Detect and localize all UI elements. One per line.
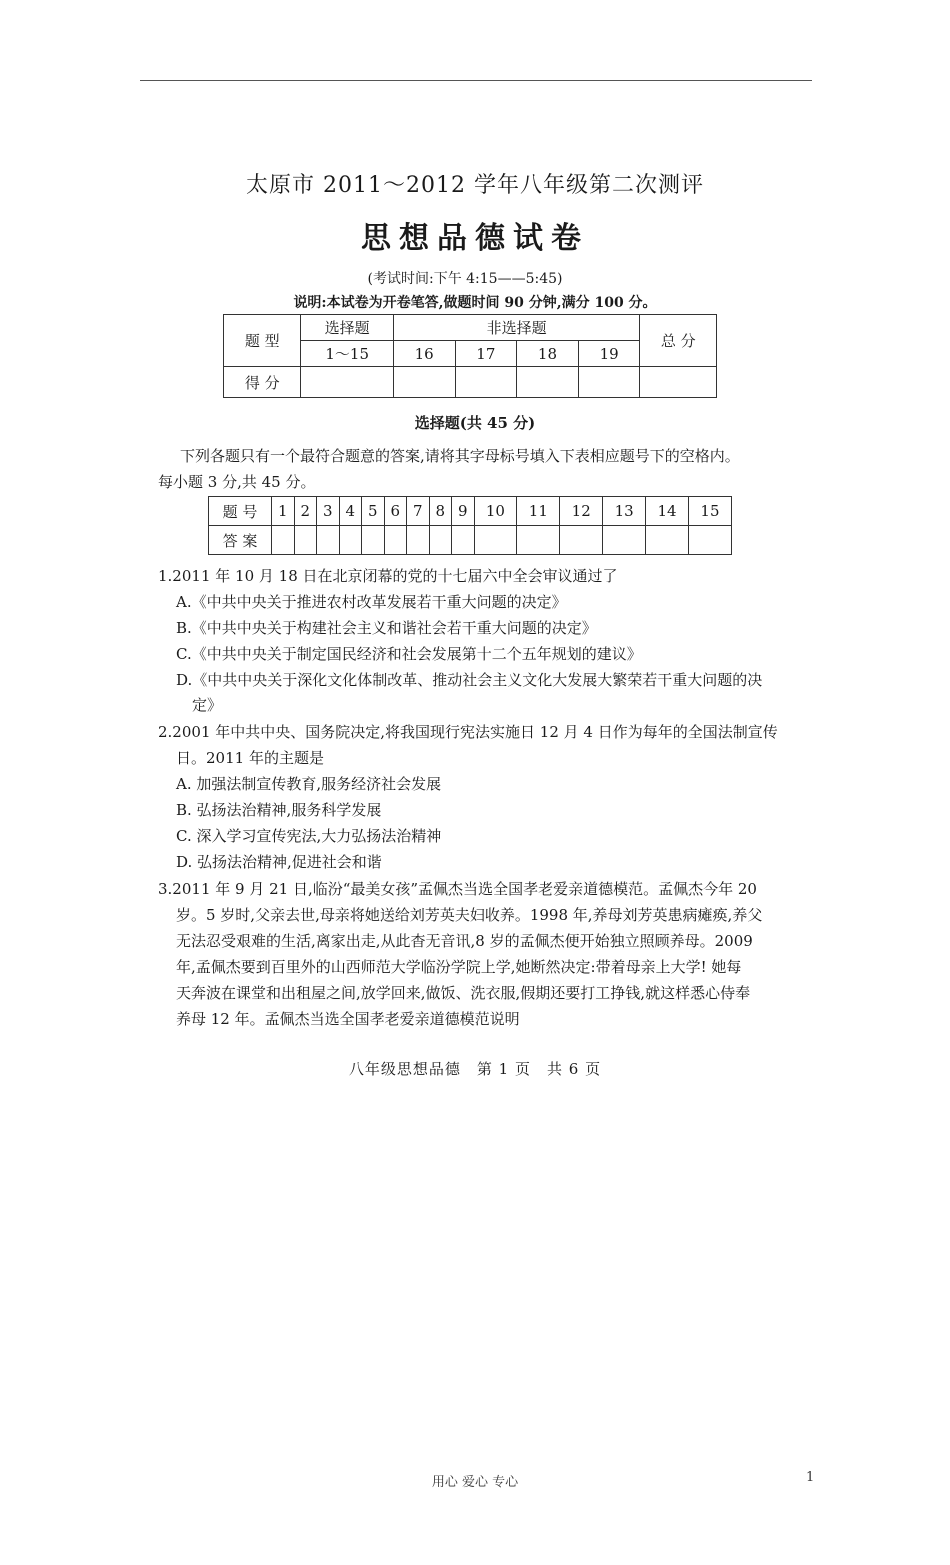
score-cell [393, 367, 455, 398]
question-2-option-b: B. 弘扬法治精神,服务科学发展 [176, 801, 382, 819]
question-3-line-1: 3.2011 年 9 月 21 日,临汾“最美女孩”孟佩杰当选全国孝老爱亲道德模范。孟佩杰今年 20 [158, 880, 757, 898]
question-2-option-a: A. 加强法制宣传教育,服务经济社会发展 [176, 775, 442, 793]
answer-number-5: 5 [362, 497, 385, 526]
answer-cell-3 [317, 526, 340, 555]
answer-number-4: 4 [339, 497, 362, 526]
score-table [223, 314, 717, 398]
answer-number-11: 11 [517, 497, 560, 526]
answer-cell-13 [603, 526, 646, 555]
q18-label: 18 [517, 341, 579, 367]
question-1-option-b: B.《中共中央关于构建社会主义和谐社会若干重大问题的决定》 [176, 619, 597, 637]
answer-number-2: 2 [294, 497, 317, 526]
score-cell [517, 367, 579, 398]
score-cell [578, 367, 640, 398]
question-2-stem: 2.2001 年中共中央、国务院决定,将我国现行宪法实施日 12 月 4 日作为每年的全国法制宣传 [158, 723, 778, 741]
q19-label: 19 [578, 341, 640, 367]
choice-label: 选择题 [301, 315, 393, 341]
nonchoice-label: 非选择题 [393, 315, 640, 341]
question-1-option-d: D.《中共中央关于深化文化体制改革、推动社会主义文化大发展大繁荣若干重大问题的决 [176, 671, 763, 689]
answer-number-15: 15 [688, 497, 731, 526]
answer-cell-4 [339, 526, 362, 555]
answer-number-7: 7 [407, 497, 430, 526]
question-3-line-5: 天奔波在课堂和出租屋之间,放学回来,做饭、洗衣服,假期还要打工挣钱,就这样悉心侍奉 [176, 984, 751, 1002]
question-3-line-3: 无法忍受艰难的生活,离家出走,从此杳无音讯,8 岁的孟佩杰便开始独立照顾养母。2009 [176, 932, 753, 950]
answer-cell-15 [688, 526, 731, 555]
page-number: 1 [806, 1470, 815, 1485]
question-1-stem: 1.2011 年 10 月 18 日在北京闭幕的党的十七届六中全会审议通过了 [158, 567, 618, 585]
answer-number-12: 12 [560, 497, 603, 526]
answer-cell-1 [272, 526, 295, 555]
question-2-option-d: D. 弘扬法治精神,促进社会和谐 [176, 853, 382, 871]
question-1-option-d-cont: 定》 [192, 696, 223, 714]
score-cell [455, 367, 517, 398]
answer-number-13: 13 [603, 497, 646, 526]
answer-number-8: 8 [429, 497, 452, 526]
answer-cell-2 [294, 526, 317, 555]
answer-cell-11 [517, 526, 560, 555]
question-1-option-a: A.《中共中央关于推进农村改革发展若干重大问题的决定》 [176, 593, 567, 611]
page-footer-info: 八年级思想品德 第 1 页 共 6 页 [348, 1060, 602, 1078]
answer-number-1: 1 [272, 497, 295, 526]
score-label: 得 分 [224, 367, 301, 398]
answer-cell-9 [452, 526, 475, 555]
section-title: 选择题(共 45 分) [414, 414, 536, 432]
answer-number-14: 14 [646, 497, 689, 526]
footer-slogan: 用心 爱心 专心 [431, 1475, 519, 1490]
total-label: 总 分 [640, 315, 717, 367]
header-rule [140, 80, 812, 81]
answer-number-9: 9 [452, 497, 475, 526]
type-label: 题 型 [224, 315, 301, 367]
question-3-line-6: 养母 12 年。孟佩杰当选全国孝老爱亲道德模范说明 [176, 1010, 520, 1028]
exam-time: (考试时间:下午 4:15——5:45) [367, 271, 563, 287]
question-1-option-c: C.《中共中央关于制定国民经济和社会发展第十二个五年规划的建议》 [176, 645, 642, 663]
answer-number-10: 10 [474, 497, 517, 526]
answer-number-3: 3 [317, 497, 340, 526]
question-3-line-2: 岁。5 岁时,父亲去世,母亲将她送给刘芳英夫妇收养。1998 年,养母刘芳英患病瘫痪,养父 [176, 906, 763, 924]
answer-cell-8 [429, 526, 452, 555]
answer-cell-6 [384, 526, 407, 555]
exam-subtitle: 思想品德试卷 [361, 221, 589, 256]
section-intro-cont: 每小题 3 分,共 45 分。 [158, 473, 316, 491]
answer-cell-7 [407, 526, 430, 555]
range-label: 1～15 [301, 341, 393, 367]
question-2-stem-cont: 日。2011 年的主题是 [176, 749, 324, 767]
q16-label: 16 [393, 341, 455, 367]
answer-number-6: 6 [384, 497, 407, 526]
score-cell [640, 367, 717, 398]
answer-table [208, 496, 732, 555]
exam-title: 太原市 2011～2012 学年八年级第二次测评 [246, 173, 704, 198]
answer-label: 答 案 [209, 526, 272, 555]
section-intro: 下列各题只有一个最符合题意的答案,请将其字母标号填入下表相应题号下的空格内。 [180, 447, 740, 465]
exam-note: 说明:本试卷为开卷笔答,做题时间 90 分钟,满分 100 分。 [293, 295, 657, 311]
score-cell [301, 367, 393, 398]
q17-label: 17 [455, 341, 517, 367]
answer-cell-14 [646, 526, 689, 555]
answer-cell-5 [362, 526, 385, 555]
question-2-option-c: C. 深入学习宣传宪法,大力弘扬法治精神 [176, 827, 442, 845]
number-label: 题 号 [209, 497, 272, 526]
answer-cell-12 [560, 526, 603, 555]
question-3-line-4: 年,孟佩杰要到百里外的山西师范大学临汾学院上学,她断然决定:带着母亲上大学! 她每 [176, 958, 742, 976]
answer-cell-10 [474, 526, 517, 555]
